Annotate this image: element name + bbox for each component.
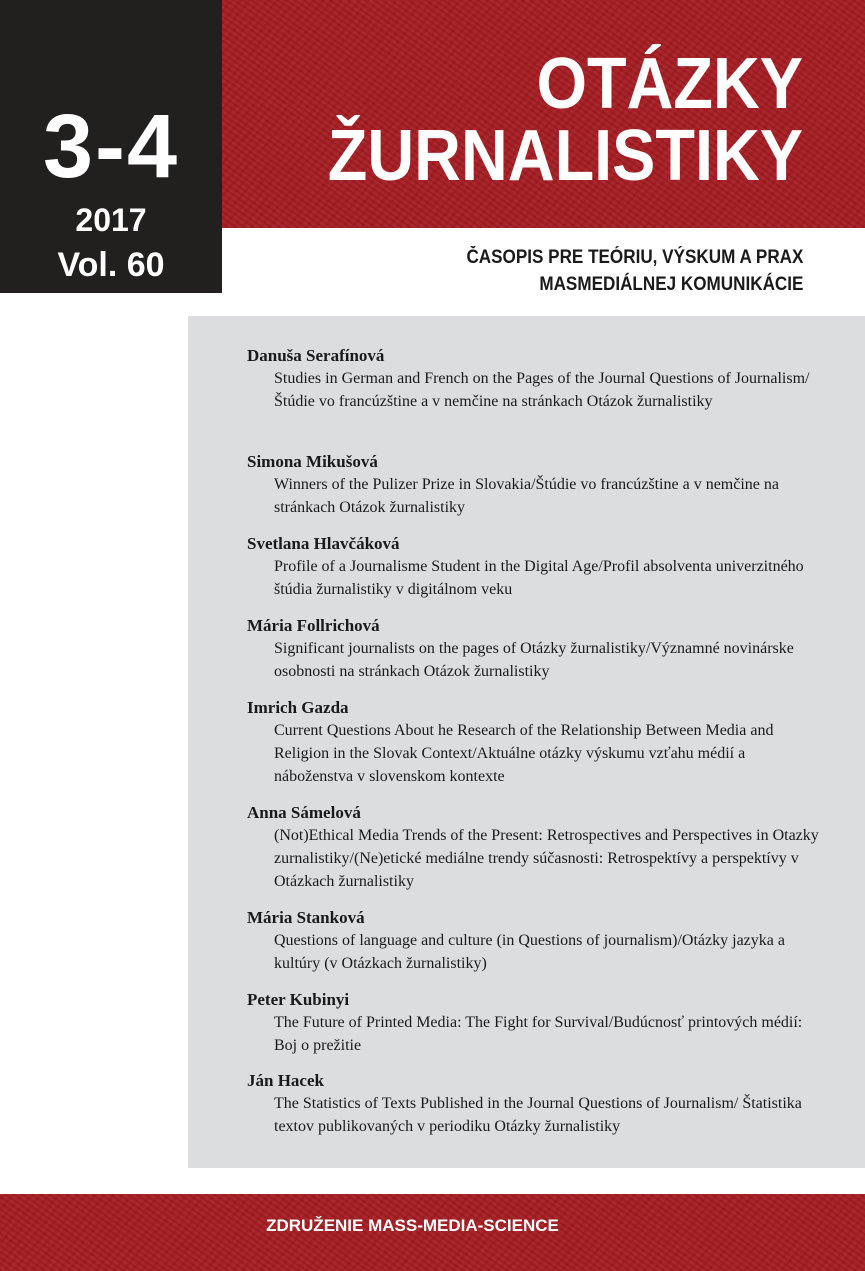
entry-author: Mária Follrichová [247,616,380,635]
entry-author: Peter Kubinyi [247,990,350,1009]
contents-entry [247,696,827,788]
entry-article-title: Winners of the Pulizer Prize in Slovakia/Štúdie vo francúzštine a v nemčine na stránkach Otázok žurnalistiky [274,476,779,516]
entry-author: Imrich Gazda [247,698,349,717]
issue-number: 3-4 [42,97,180,197]
entry-author: Mária Stanková [247,908,365,927]
entry-author: Anna Sámelová [247,803,361,822]
footer-band [0,1194,865,1271]
entry-author: Simona Mikušová [247,452,378,471]
journal-title-line2: ŽURNALISTIKY [327,116,803,196]
contents-entry [247,532,827,601]
entry-article-title: (Not)Ethical Media Trends of the Present: Retrospectives and Perspectives in Otazky zurnalistiky/(Ne)etické mediálne trendy súčasnosti: Retrospektívy a perspektívy v Otázkach žurnalistiky [274,827,819,890]
contents-entry [247,344,827,413]
entry-article-title: Current Questions About he Research of the Relationship Between Media and Religion in the Slovak Context/Aktuálne otázky výskumu vzťahu médií a náboženstva v slovenskom kontexte [274,722,774,785]
table-of-contents [188,316,865,1168]
entry-article-title: Profile of a Journalisme Student in the Digital Age/Profil absolventa univerzitného štúdia žurnalistiky v digitálnom veku [274,558,804,598]
entry-author: Svetlana Hlavčáková [247,534,400,553]
contents-entry [247,906,827,975]
entry-article-title: The Statistics of Texts Published in the Journal Questions of Journalism/ Štatistika textov publikovaných v periodiku Otázky žurnalistiky [274,1095,802,1135]
entry-article-title: The Future of Printed Media: The Fight for Survival/Budúcnosť printových médií: Boj o prežitie [274,1014,803,1054]
contents-entry [247,614,827,683]
contents-entry [247,988,827,1057]
journal-title-line1: OTÁZKY [536,44,803,124]
publisher-name: ZDRUŽENIE MASS-MEDIA-SCIENCE [266,1216,559,1235]
volume-number: Vol. 60 [57,246,165,284]
contents-entry [247,450,827,519]
journal-subtitle [466,244,803,298]
entry-author: Ján Hacek [247,1071,324,1090]
entry-author: Danuša Serafínová [247,346,385,365]
subtitle-line2: MASMEDIÁLNEJ KOMUNIKÁCIE [538,274,803,295]
contents-entry [247,801,827,893]
issue-box [0,0,222,293]
contents-entry [247,1069,827,1138]
entry-article-title: Questions of language and culture (in Questions of journalism)/Otázky jazyka a kultúry (v Otázkach žurnalistiky) [274,932,785,972]
issue-year: 2017 [75,202,147,238]
subtitle-line1: ČASOPIS PRE TEÓRIU, VÝSKUM A PRAX [466,247,803,268]
entry-article-title: Significant journalists on the pages of Otázky žurnalistiky/Významné novinárske osobnosti na stránkach Otázok žurnalistiky [274,640,794,680]
entry-article-title: Studies in German and French on the Pages of the Journal Questions of Journalism/Štúdie vo francúzštine a v nemčine na stránkach Otázok žurnalistiky [274,370,810,410]
journal-title [327,44,803,196]
